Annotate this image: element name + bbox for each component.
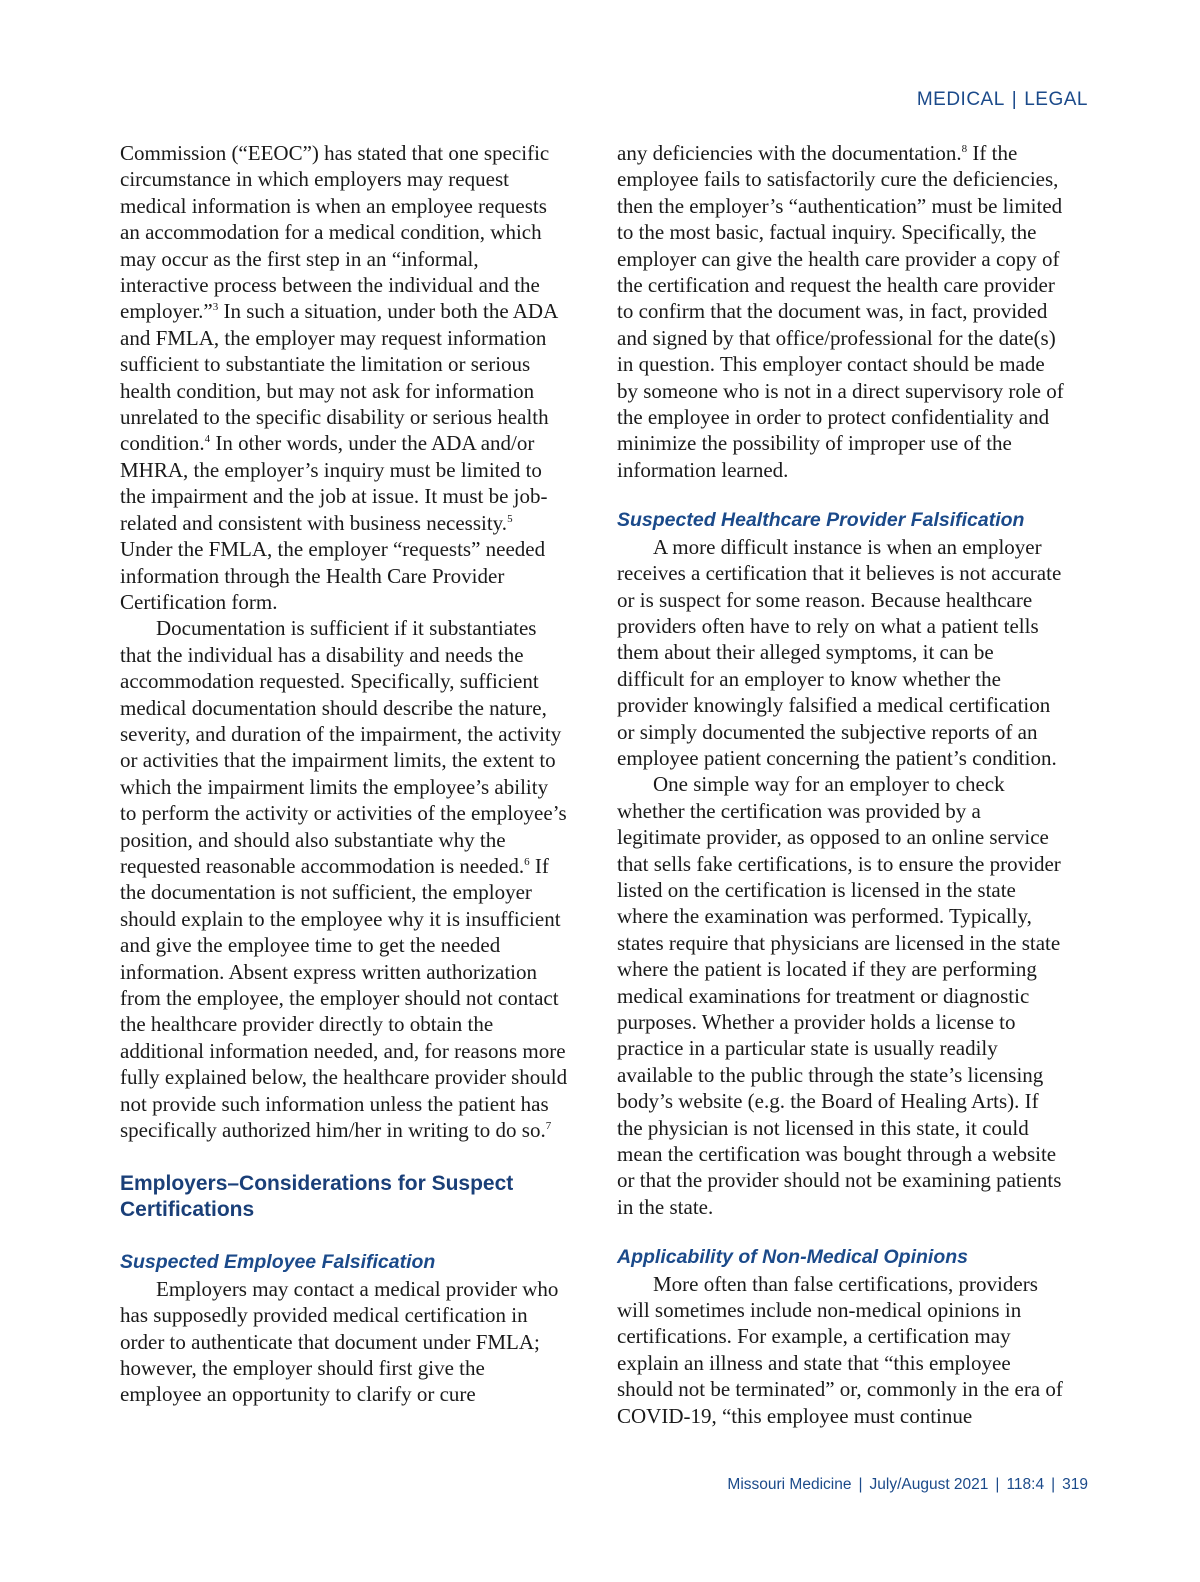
text-run: Documentation is sufficient if it substantiates that the individual has a disability and needs the accommodation requested. Specifically, sufficient medical documentation should describe the nature, severity, and duration of the impairment, the activity or activities that the impairment limits, the extent to which the impairment limits the employee’s ability to perform the activity or activities of the employee’s position, and should also substantiate why the requested reasonable accommodation is needed. bbox=[120, 616, 567, 878]
footnote-ref: 5 bbox=[507, 512, 513, 525]
right-paragraph-3: One simple way for an employer to check whether the certification was provided by a legitimate provider, as opposed to an online service that sells fake certifications, is to ensure the provider listed on the certification is licensed in the state where the examination was performed. Typically, states require that physicians are licensed in the state where the patient is located if they are performing medical examinations for treatment or diagnostic purposes. Whether a provider holds a license to practice in a particular state is usually readily available to the public through the state’s licensing body’s website (e.g. the Board of Healing Arts). If the physician is not licensed in this state, it could mean the certification was bought through a website or that the provider should not be examining patients in the state. bbox=[617, 772, 1062, 1219]
footnote-ref: 3 bbox=[212, 301, 219, 314]
right-paragraph-1 bbox=[617, 140, 1065, 483]
section-heading: Employers–Considerations for Suspect Certifications bbox=[120, 1172, 514, 1222]
left-paragraph-1 bbox=[120, 140, 568, 615]
issue-date: July/August 2021 bbox=[869, 1476, 989, 1493]
left-column bbox=[120, 140, 568, 1408]
running-head-section-left: MEDICAL bbox=[916, 89, 1005, 110]
footnote-ref: 8 bbox=[961, 143, 968, 155]
running-foot bbox=[727, 1476, 1088, 1494]
text-run: any deficiencies with the documentation. bbox=[617, 141, 962, 165]
text-run: If the employee fails to satisfactorily cure the deficiencies, then the employer’s “authentication” must be limited to the most basic, factual inquiry. Specifically, the employer can give the health care provider a copy of the certification and request the health care provider to confirm that the document was, in fact, provided and signed by that office/professional for the date(s) in question. This employer contact should be made by someone who is not in a direct supervisory role of the employee in order to protect confidentiality and minimize the possibility of improper use of the information learned. bbox=[617, 141, 1064, 482]
footnote-ref: 6 bbox=[524, 855, 530, 868]
footer-separator: | bbox=[858, 1476, 863, 1493]
running-head-separator: | bbox=[1011, 89, 1018, 110]
running-head bbox=[917, 89, 1088, 111]
footnote-ref: 7 bbox=[545, 1120, 552, 1133]
text-run: In such a situation, under both the ADA and FMLA, the employer may request information sufficient to substantiate the limitation or serious health condition, but may not ask for information unrelated to the specific disability or serious health condition. bbox=[120, 299, 558, 456]
right-column bbox=[617, 140, 1065, 1429]
subheading-non-medical-opinions: Applicability of Non-Medical Opinions bbox=[617, 1246, 969, 1269]
footnote-ref: 4 bbox=[204, 433, 211, 446]
text-run: In other words, under the ADA and/or MHRA, the employer’s inquiry must be limited to the impairment and the job at issue. It must be job-related and consistent with business necessity. bbox=[120, 431, 548, 535]
subheading-provider-falsification: Suspected Healthcare Provider Falsification bbox=[617, 509, 1025, 532]
text-run: If the documentation is not sufficient, the employer should explain to the employee why it is insufficient and give the employee time to get the needed information. Absent express written authorization from the employee, the employer should not contact the healthcare provider directly to obtain the additional information needed, and, for reasons more fully explained below, the healthcare provider should not provide such information unless the patient has specifically authorized him/her in writing to do so. bbox=[120, 853, 568, 1143]
left-paragraph-2 bbox=[120, 615, 568, 1143]
page-number: 319 bbox=[1062, 1476, 1088, 1493]
footer-separator: | bbox=[1051, 1476, 1056, 1493]
right-paragraph-2: A more difficult instance is when an employer receives a certification that it believes is not accurate or is suspect for some reason. Because healthcare providers often have to rely on what a patient tells them about their alleged symptoms, it can be difficult for an employer to know whether the provider knowingly falsified a medical certification or simply documented the subjective reports of an employee patient concerning the patient’s condition. bbox=[617, 534, 1062, 770]
right-paragraph-4: More often than false certifications, providers will sometimes include non-medical opinions in certifications. For example, a certification may explain an illness and state that “this employee should not be terminated” or, commonly in the era of COVID-19, “this employee must continue bbox=[617, 1271, 1063, 1428]
subheading-employee-falsification: Suspected Employee Falsification bbox=[120, 1251, 436, 1274]
left-paragraph-3: Employers may contact a medical provider who has supposedly provided medical certification in order to authenticate that document under FMLA; however, the employer should first give the employee an opportunity to clarify or cure bbox=[120, 1276, 559, 1407]
running-head-section-right: LEGAL bbox=[1024, 89, 1088, 110]
footer-separator: | bbox=[995, 1476, 1000, 1493]
volume-issue: 118:4 bbox=[1006, 1476, 1045, 1493]
text-run: Under the FMLA, the employer “requests” needed information through the Health Care Provider Certification form. bbox=[120, 537, 546, 614]
text-run: Commission (“EEOC”) has stated that one specific circumstance in which employers may request medical information is when an employee requests an accommodation for a medical condition, which may occur as the first step in an “informal, interactive process between the individual and the employer.” bbox=[120, 141, 550, 324]
journal-name: Missouri Medicine bbox=[727, 1476, 852, 1493]
